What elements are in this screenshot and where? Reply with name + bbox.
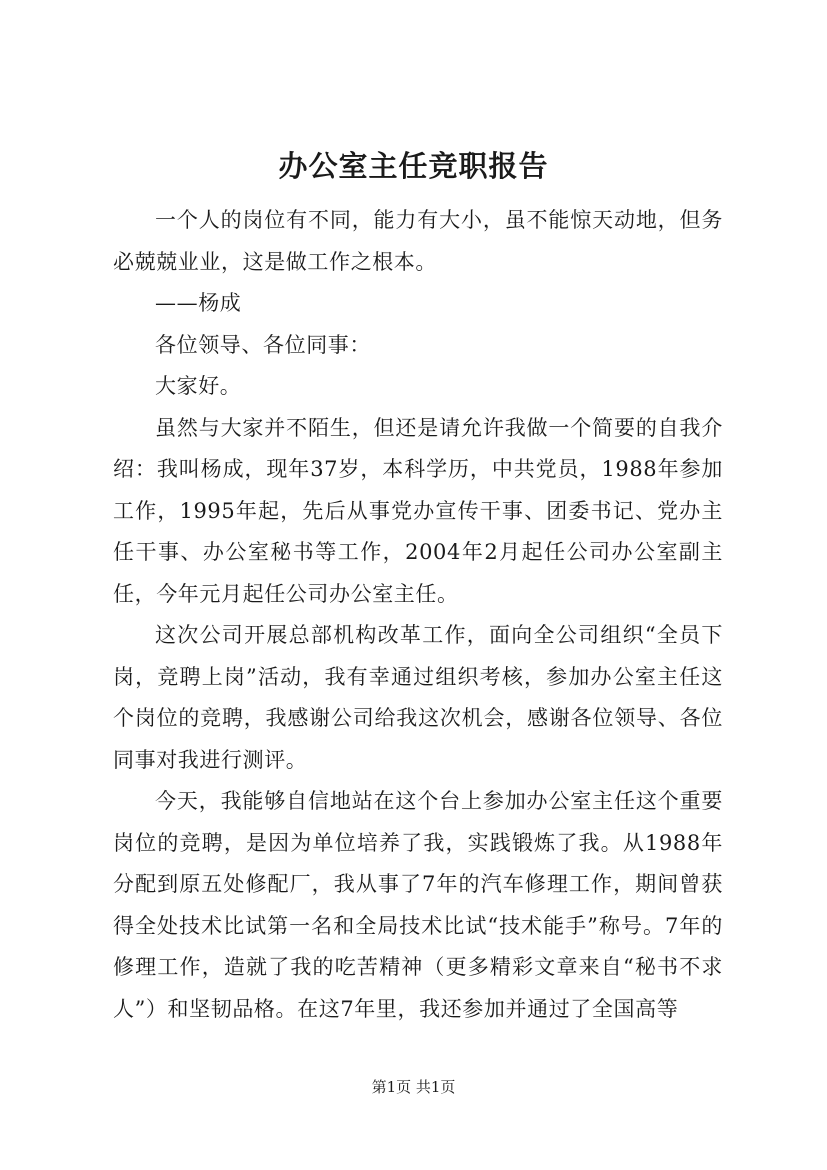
experience-paragraph: 今天，我能够自信地站在这个台上参加办公室主任这个重要岗位的竞聘，是因为单位培养了我，实践锻炼了我。从1988年分配到原五处修配厂，我从事了7年的汽车修理工作，期间曾获得全处技术比试第一名和全局技术比试“技术能手”称号。7年的修理工作，造就了我的吃苦精神（更多精彩文章来自“秘书不求人”）和坚韧品格。在这7年里，我还参加并通过了全国高等 bbox=[113, 789, 723, 1021]
epigraph-attribution: ——杨成 bbox=[155, 291, 242, 315]
self-introduction-paragraph: 虽然与大家并不陌生，但还是请允许我做一个简要的自我介绍：我叫杨成，现年37岁，本科学历，中共党员，1988年参加工作，1995年起，先后从事党办宣传干事、团委书记、党办主任干事、办公室秘书等工作，2004年2月起任公司办公室副主任，今年元月起任公司办公室主任。 bbox=[113, 415, 723, 606]
document-title: 办公室主任竞职报告 bbox=[278, 149, 549, 183]
salutation: 各位领导、各位同事： bbox=[155, 332, 371, 357]
document-body bbox=[113, 200, 723, 1030]
reform-paragraph: 这次公司开展总部机构改革工作，面向全公司组织“全员下岗，竞聘上岗”活动，我有幸通过组织考核，参加办公室主任这个岗位的竞聘，我感谢公司给我这次机会，感谢各位领导、各位同事对我进行测评。 bbox=[113, 623, 723, 772]
greeting: 大家好。 bbox=[155, 374, 242, 398]
page-footer: 第1页 共1页 bbox=[371, 1078, 456, 1096]
epigraph-paragraph: 一个人的岗位有不同，能力有大小，虽不能惊天动地，但务必兢兢业业，这是做工作之根本。 bbox=[113, 208, 723, 274]
